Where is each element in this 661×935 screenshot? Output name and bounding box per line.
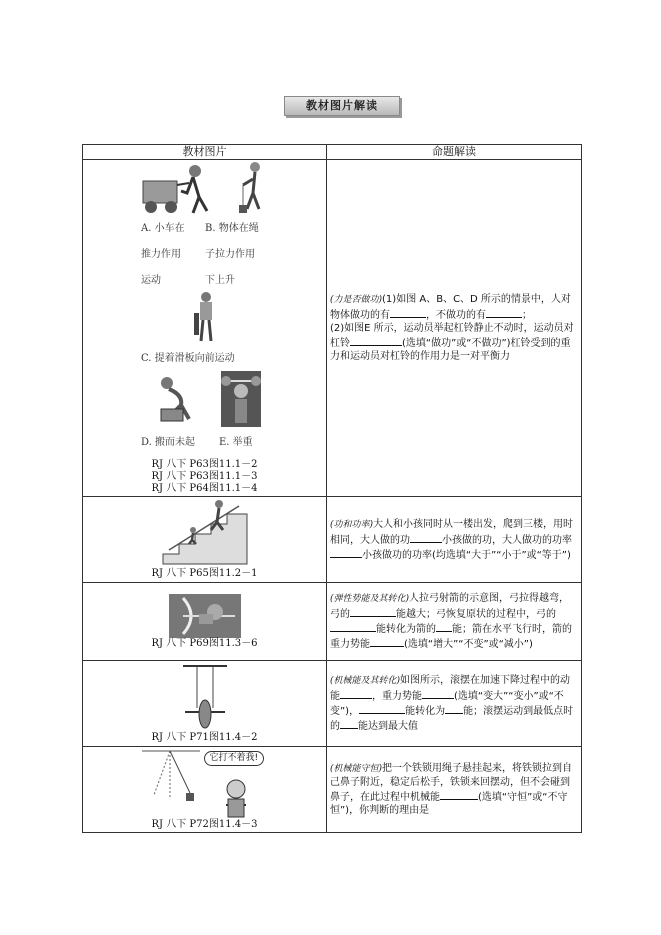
question-text: ； (522, 310, 532, 321)
archery-illustration (169, 594, 241, 638)
analysis-cell (327, 661, 582, 747)
question-text: (选填“做功”或“不做功”)杠铃受到的重力和运动员对杠铃的作用力是一对平衡力 (330, 338, 571, 362)
answer-blank[interactable] (340, 688, 372, 699)
table-header-row (83, 145, 582, 160)
question-text: (选填“守恒”或“不守恒”)，你判断的理由是 (330, 792, 568, 816)
caption-b2: 子拉力作用 (205, 249, 255, 260)
cart-push-illustration (141, 163, 213, 217)
failed-lift-illustration (151, 373, 201, 425)
question-text: 能；滚摆运动到最低点时的 (330, 706, 574, 732)
answer-blank[interactable] (422, 688, 454, 699)
caption-d: D. 搬而未起 (141, 437, 196, 448)
skateboard-carry-illustration (191, 291, 221, 349)
answer-blank[interactable] (330, 621, 376, 632)
topic-label: (机械能及其转化) (330, 676, 401, 686)
answer-blank[interactable] (436, 621, 452, 632)
answer-blank[interactable] (350, 606, 396, 617)
question-text: 能达到最大值 (358, 721, 418, 732)
question-text: ，重力势能 (372, 691, 422, 702)
question-text: (2)如图E 所示，运动员举起杠铃静止不动时，运动员对杠铃 (330, 323, 574, 349)
answer-blank[interactable] (370, 636, 404, 647)
speech-bubble (204, 751, 265, 766)
table-row (83, 497, 582, 583)
question-text: (选填“变大”“变小”或“不变”)， (330, 691, 564, 717)
caption-e: E. 举重 (219, 437, 253, 448)
question-text: ，不做功的有 (426, 310, 486, 321)
question-text: (1)如图 A、B、C、D 所示的情景中，人对物体做功的有 (330, 294, 571, 321)
analysis-cell (327, 583, 582, 661)
question-text: (选填“增大”“不变”或“减小”) (404, 639, 533, 650)
analysis-cell (327, 160, 582, 497)
analysis-cell (327, 747, 582, 833)
weightlifting-illustration (221, 371, 261, 427)
stairs-climb-illustration (159, 500, 251, 568)
figure-cell (83, 747, 327, 833)
question-text: 人拉弓射箭的示意图，弓拉得越弯，弓的 (330, 593, 570, 620)
textbook-table (82, 144, 582, 833)
analysis-cell (327, 497, 582, 583)
figure-ref: RJ 八下 P69图11.3－6 (151, 637, 258, 649)
caption-b: B. 物体在绳 (205, 223, 259, 234)
caption-c: C. 提着滑板向前运动 (141, 353, 235, 364)
figure-cell (83, 497, 327, 583)
answer-blank[interactable] (359, 703, 405, 714)
answer-blank[interactable] (445, 703, 463, 714)
caption-a3: 运动 (141, 275, 161, 286)
answer-blank[interactable] (390, 307, 426, 318)
answer-blank[interactable] (410, 532, 442, 543)
question-text: 小孩做的功，大人做功的功率 (442, 534, 572, 546)
table-row (83, 747, 582, 833)
table-row (83, 160, 582, 497)
question-text: 如图所示，滚摆在加速下降过程中的动能 (330, 675, 571, 702)
topic-label: (力是否做功) (330, 295, 383, 305)
table-row (83, 583, 582, 661)
answer-blank[interactable] (440, 789, 478, 800)
question-text: 能转化为 (405, 706, 446, 717)
header-textbook-figures: 教材图片 (83, 145, 327, 160)
figure-cell (83, 661, 327, 747)
figure-ref: RJ 八下 P63图11.1－3 (151, 471, 258, 482)
rope-lift-illustration (233, 161, 273, 217)
bubble-text: 它打不着我! (209, 752, 259, 763)
figure-ref: RJ 八下 P71图11.4－2 (151, 731, 258, 743)
caption-a: A. 小车在 (141, 223, 185, 234)
figure-ref: RJ 八下 P64图11.1－4 (151, 483, 258, 494)
caption-a2: 推力作用 (141, 249, 181, 260)
section-banner: 教材图片解读 (284, 96, 400, 116)
topic-label: (弹性势能及其转化) (330, 594, 410, 604)
question-text: 把一个铁锁用绳子悬挂起来，将铁锁拉到自己鼻子附近，稳定后松手，铁锁来回摆动，但不会碰到鼻子，在此过程中机械能 (330, 763, 573, 803)
question-text: 能转化为箭的 (376, 624, 436, 635)
maxwell-pendulum-illustration (175, 664, 235, 732)
question-text: 大人和小孩同时从一楼出发，爬到三楼，用时相同，大人做的功 (330, 518, 574, 546)
header-question-analysis: 命题解读 (327, 145, 582, 160)
answer-blank[interactable] (340, 718, 358, 729)
caption-b3: 下上升 (205, 275, 235, 286)
answer-blank[interactable] (330, 547, 362, 558)
figure-ref: RJ 八下 P63图11.1－2 (151, 459, 258, 470)
figure-cell (83, 583, 327, 661)
topic-label: (功和功率) (330, 519, 374, 530)
figure-ref: RJ 八下 P72图11.4－3 (151, 818, 258, 830)
question-text: 能越大；弓恢复原状的过程中，弓的 (396, 609, 556, 620)
answer-blank[interactable] (350, 335, 402, 346)
question-text: 能；箭在水平飞行时，箭的重力势能 (330, 624, 572, 650)
question-text: 小孩做功的功率(均选填“大于”“小于”或“等于”) (362, 549, 571, 561)
topic-label: (机械能守恒) (330, 764, 383, 774)
figure-cell (83, 160, 327, 497)
answer-blank[interactable] (486, 307, 522, 318)
figure-ref: RJ 八下 P65图11.2－1 (151, 567, 258, 579)
table-row (83, 661, 582, 747)
